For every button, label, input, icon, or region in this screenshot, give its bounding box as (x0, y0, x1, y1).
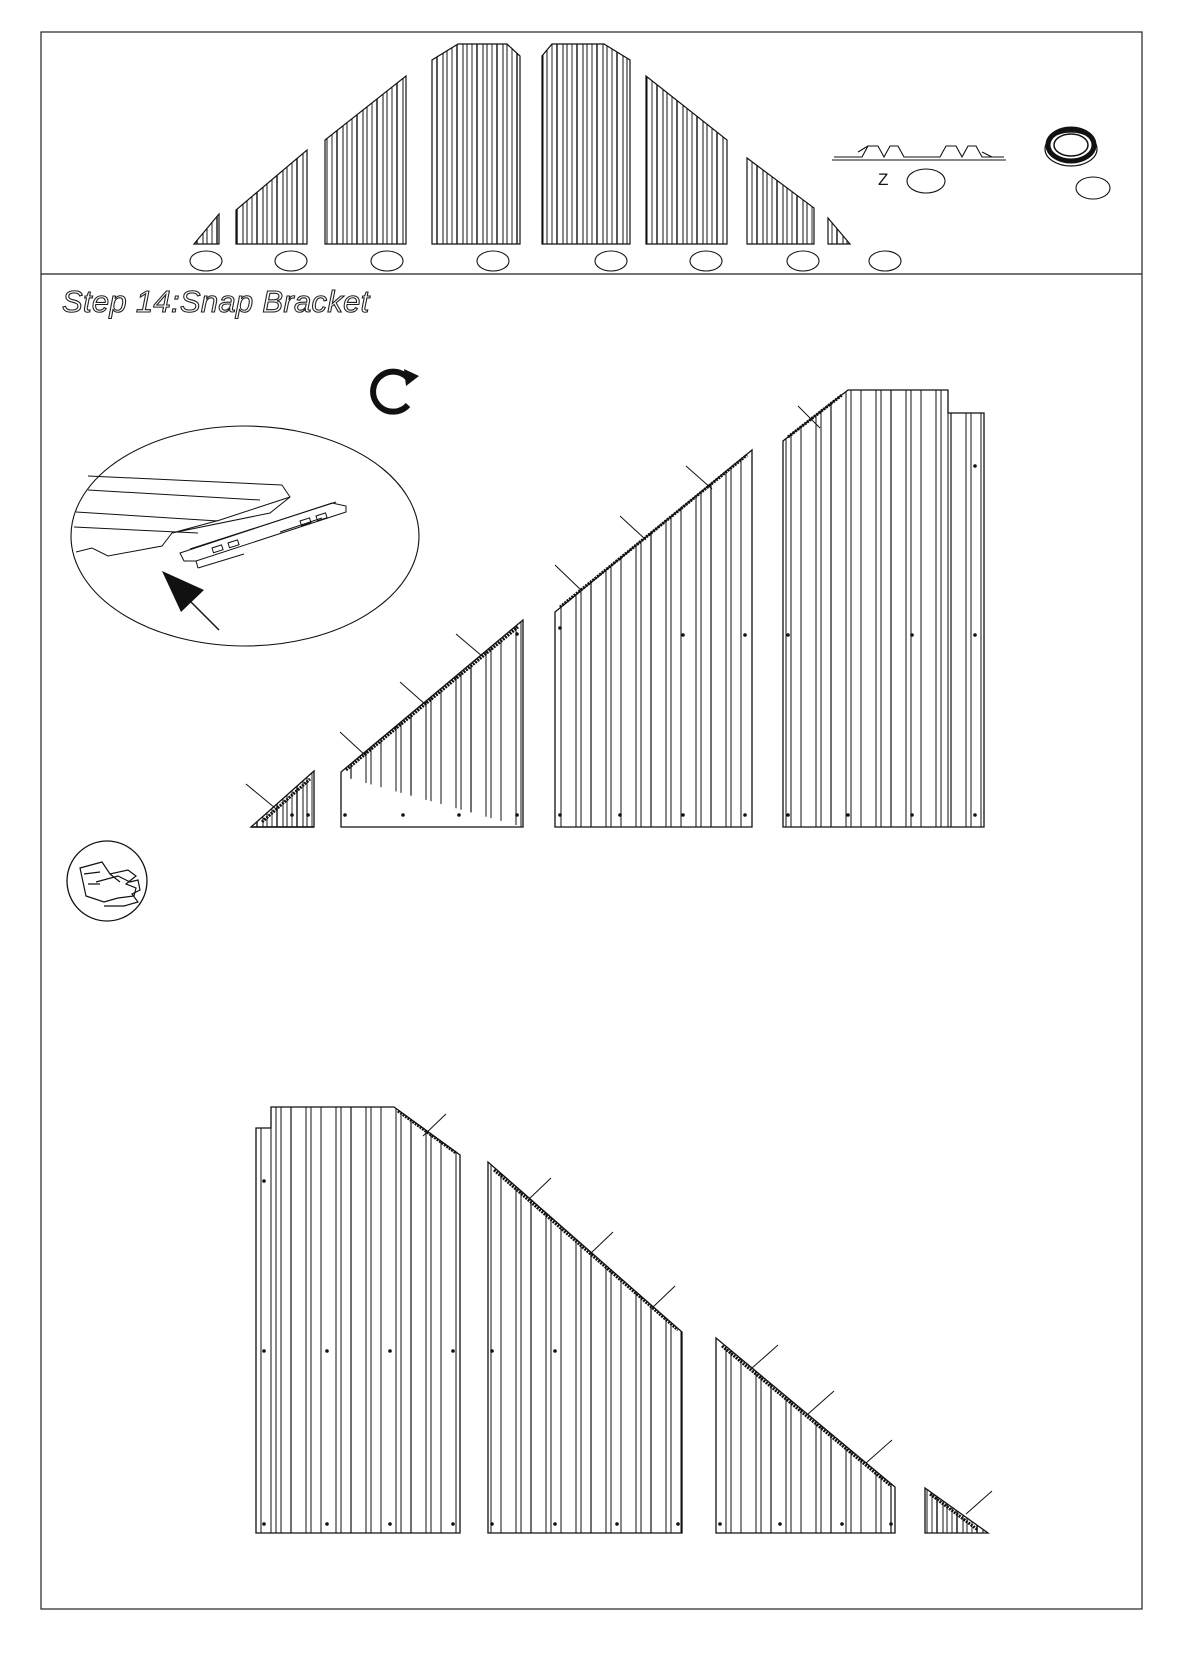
panel-bottom-3 (710, 1330, 900, 1540)
part-panel-6 (646, 76, 727, 244)
panel-bottom-2 (482, 1155, 687, 1540)
panel-top-3 (550, 440, 760, 835)
parts-bar (190, 44, 1110, 271)
qty-circle-7 (787, 251, 819, 271)
sealing-ring-part (1045, 129, 1097, 166)
qty-circle-2 (275, 251, 307, 271)
part-panel-8 (828, 218, 850, 244)
part-panel-4 (432, 44, 520, 244)
step-title: Step 14:Snap Bracket (62, 284, 370, 319)
qty-circle-1 (190, 251, 222, 271)
bracket-part-letter: Z (878, 170, 889, 189)
qty-circle-z (907, 169, 945, 193)
panel-top-1 (240, 760, 330, 840)
panel-top-4 (780, 385, 990, 835)
part-panel-5 (542, 44, 630, 244)
qty-circle-3 (371, 251, 403, 271)
qty-circle-4 (477, 251, 509, 271)
panel-bottom-1 (250, 1100, 465, 1540)
panel-bottom-4 (920, 1480, 995, 1540)
panel-top-2 (335, 610, 535, 830)
part-panel-2 (236, 150, 307, 244)
detail-callout (71, 426, 419, 646)
snap-bracket-part-z (832, 146, 1006, 160)
qty-circle-8 (869, 251, 901, 271)
part-panel-1 (194, 214, 219, 244)
part-panel-7 (747, 158, 814, 244)
qty-circle-5 (595, 251, 627, 271)
qty-circle-ring (1076, 177, 1110, 199)
rotate-clockwise-icon (373, 369, 419, 412)
qty-circle-6 (690, 251, 722, 271)
insert-direction-arrow-icon (162, 571, 219, 630)
wear-gloves-icon (67, 841, 147, 921)
part-panel-3 (325, 76, 406, 244)
